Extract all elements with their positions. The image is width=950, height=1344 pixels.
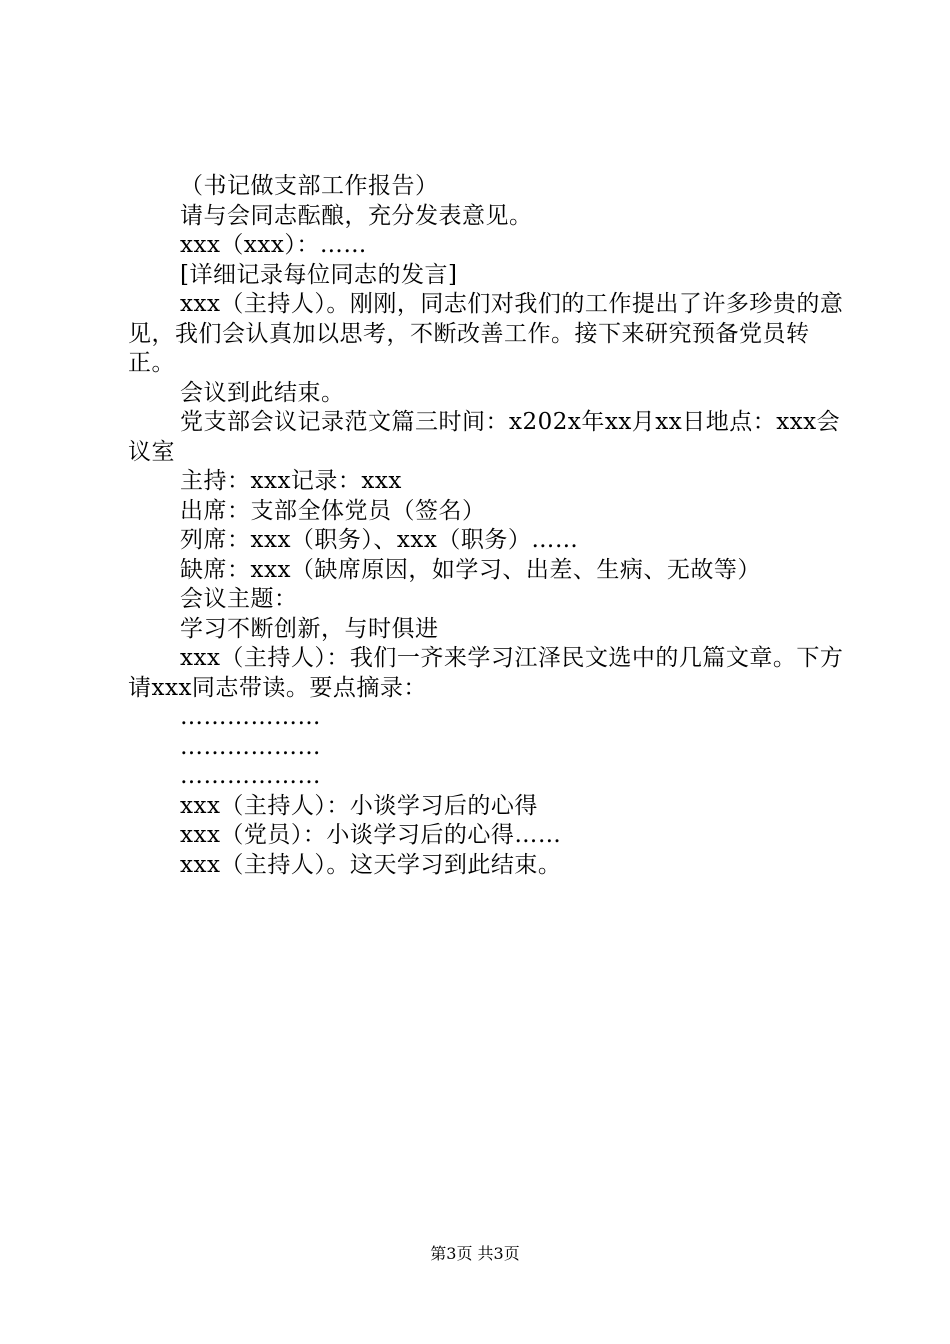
paragraph-record-note: [详细记录每位同志的发言] bbox=[180, 261, 458, 288]
paragraph-ellipsis-2: ……………… bbox=[180, 733, 321, 760]
paragraph-secretary-report: （书记做支部工作报告） bbox=[180, 173, 439, 199]
paragraph-ellipsis-1: ……………… bbox=[180, 704, 321, 730]
paragraph-member-reflection: xxx（党员）：小谈学习后的心得…… bbox=[180, 822, 562, 848]
page-number-footer: 第3页 共3页 bbox=[430, 1244, 520, 1263]
document-body bbox=[128, 172, 844, 880]
paragraph-invite-opinions: 请与会同志酝酿，充分发表意见。 bbox=[180, 202, 533, 229]
paragraph-study-intro: xxx（主持人）：我们一齐来学习江泽民文选中的几篇文章。下方请xxx同志带读。要点摘录： bbox=[128, 645, 844, 701]
paragraph-speaker: xxx（xxx）：…… bbox=[180, 232, 367, 258]
paragraph-host-summary: xxx（主持人）。刚刚，同志们对我们的工作提出了许多珍贵的意见，我们会认真加以思考，不断改善工作。接下来研究预备党员转正。 bbox=[128, 291, 844, 376]
paragraph-ellipsis-3: ……………… bbox=[180, 763, 321, 789]
paragraph-topic-label: 会议主题： bbox=[180, 586, 298, 612]
paragraph-attendees: 出席：支部全体党员（签名） bbox=[180, 497, 486, 524]
paragraph-host-reflection: xxx（主持人）：小谈学习后的心得 bbox=[180, 792, 538, 819]
paragraph-meeting-end: 会议到此结束。 bbox=[180, 379, 345, 406]
paragraph-observers: 列席：xxx（职务）、xxx（职务）…… bbox=[180, 527, 579, 553]
paragraph-study-end: xxx（主持人）。这天学习到此结束。 bbox=[180, 851, 562, 878]
paragraph-topic: 学习不断创新，与时俱进 bbox=[180, 615, 439, 642]
paragraph-sample-three-heading: 党支部会议记录范文篇三时间：x202x年xx月xx日地点：xxx会议室 bbox=[128, 409, 841, 465]
paragraph-host-recorder: 主持：xxx记录：xxx bbox=[180, 468, 402, 494]
paragraph-absentees: 缺席：xxx（缺席原因，如学习、出差、生病、无故等） bbox=[180, 556, 761, 583]
